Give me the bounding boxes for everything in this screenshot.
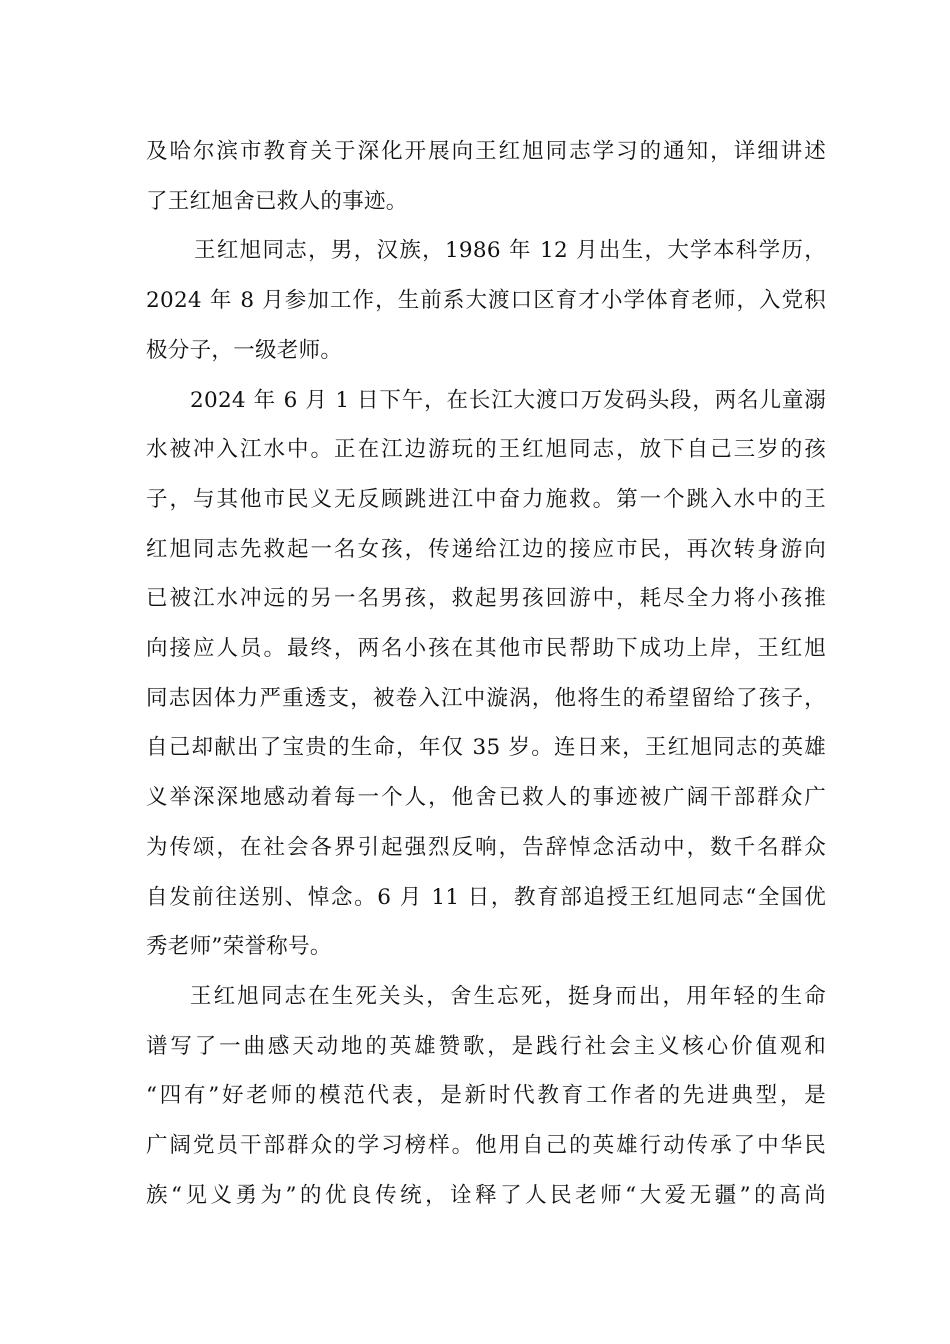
text-line: 广阔党员干部群众的学习榜样。他用自己的英雄行动传承了中华民 [146,1133,826,1159]
text-line: 2024 年 6 月 1 日下午，在长江大渡口万发码头段，两名儿童溺 [190,387,826,413]
text-line: 秀老师”荣誉称号。 [146,934,332,960]
text-line: 向接应人员。最终，两名小孩在其他市民帮助下成功上岸，王红旭 [146,636,826,662]
text-line: 水被冲入江水中。正在江边游玩的王红旭同志，放下自己三岁的孩 [146,437,826,463]
text-line: 极分子，一级老师。 [146,337,343,363]
paragraph-2 [146,226,826,375]
text-line: 义举深深地感动着每一个人，他舍已救人的事迹被广阔干部群众广 [146,785,826,811]
text-line: 2024 年 8 月参加工作，生前系大渡口区育才小学体育老师，入党积 [146,288,826,314]
text-line: 了王红旭舍已救人的事迹。 [146,188,408,214]
paragraph-4 [146,972,826,1221]
text-line: 红旭同志先救起一名女孩，传递给江边的接应市民，再次转身游向 [146,536,826,562]
text-line: 谱写了一曲感天动地的英雄赞歌，是践行社会主义核心价值观和 [146,1033,826,1059]
paragraph-1 [146,127,826,226]
paragraph-3 [146,376,826,972]
text-line: 王红旭同志在生死关头，舍生忘死，挺身而出，用年轻的生命 [190,983,826,1009]
text-line: 为传颂，在社会各界引起强烈反响，告辞悼念活动中，数千名群众 [146,834,826,860]
document-body [146,127,826,1220]
text-line: “四有”好老师的模范代表，是新时代教育工作者的先进典型，是 [146,1083,826,1109]
text-line: 自发前往送别、悼念。6 月 11 日，教育部追授王红旭同志“全国优 [146,884,826,910]
text-line: 王红旭同志，男，汉族，1986 年 12 月出生，大学本科学历， [194,238,826,264]
text-line: 族“见义勇为”的优良传统，诠释了人民老师“大爱无疆”的高尚 [146,1182,826,1208]
text-line: 已被江水冲远的另一名男孩，救起男孩回游中，耗尽全力将小孩推 [146,586,826,612]
text-line: 自己却献出了宝贵的生命，年仅 35 岁。连日来，王红旭同志的英雄 [146,735,826,761]
text-line: 及哈尔滨市教育关于深化开展向王红旭同志学习的通知，详细讲述 [146,139,826,164]
text-line: 子，与其他市民义无反顾跳进江中奋力施救。第一个跳入水中的王 [146,486,826,512]
text-line: 同志因体力严重透支，被卷入江中漩涡，他将生的希望留给了孩子， [146,685,826,711]
